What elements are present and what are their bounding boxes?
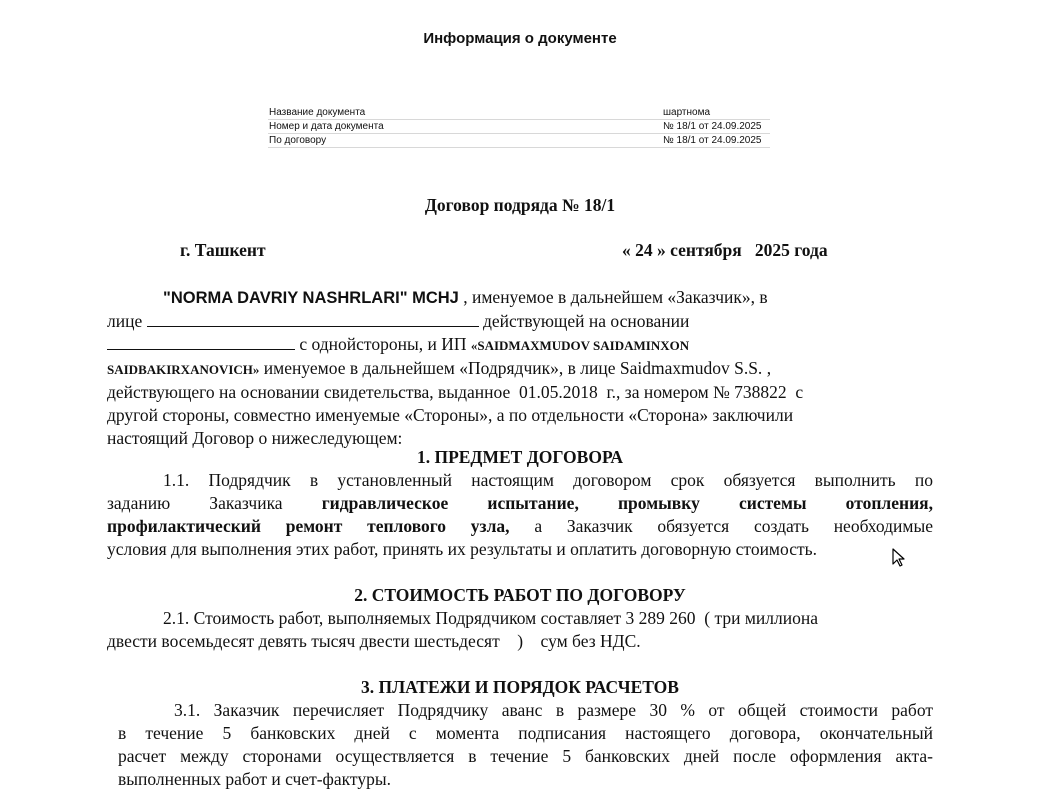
contract-date: « 24 » сентября 2025 года bbox=[622, 240, 828, 260]
section-3-line: расчет между сторонами осуществляется в течение 5 банковских дней после оформления акта- bbox=[118, 746, 933, 766]
table-row bbox=[268, 106, 770, 120]
preamble-text: , именуемое в дальнейшем «Заказчик», в bbox=[463, 287, 768, 307]
preamble-line bbox=[107, 333, 933, 357]
section-2-body bbox=[107, 607, 933, 653]
section-1-line: условия для выполнения этих работ, принять их результаты и оплатить договорную стоимость. bbox=[107, 539, 817, 559]
info-title: Информация о документе bbox=[423, 30, 617, 47]
preamble-text: именуемое в дальнейшем «Подрядчик», в лице bbox=[263, 358, 616, 378]
preamble bbox=[107, 286, 933, 450]
preamble-line bbox=[107, 286, 933, 310]
preamble-line: другой стороны, совместно именуемые «Стороны», а по отдельности «Сторона» заключили bbox=[107, 405, 794, 425]
contract-city: г. Ташкент bbox=[180, 240, 266, 260]
table-row bbox=[268, 120, 770, 134]
section-2-line: 2.1. Стоимость работ, выполняемых Подрядчиком составляет 3 289 260 ( три миллиона bbox=[163, 608, 818, 628]
document-info-table bbox=[268, 106, 770, 148]
signatory-blank bbox=[147, 310, 479, 327]
section-2-title: 2. СТОИМОСТЬ РАБОТ ПО ДОГОВОРУ bbox=[354, 585, 686, 605]
section-3-line: в течение 5 банковских дней с момента подписания настоящего договора, окончательный bbox=[118, 723, 933, 743]
info-value: № 18/1 от 24.09.2025 bbox=[662, 120, 770, 134]
section-1-line bbox=[107, 492, 933, 515]
section-1-body bbox=[107, 469, 933, 561]
preamble-text: , bbox=[766, 358, 772, 378]
table-row bbox=[268, 134, 770, 148]
section-1-title: 1. ПРЕДМЕТ ДОГОВОРА bbox=[416, 447, 624, 467]
customer-name: "NORMA DAVRIY NASHRLARI" MCHJ bbox=[163, 289, 459, 307]
contractor-name-cont: SAIDBAKIRXANOVICH» bbox=[107, 362, 260, 377]
contract-title: Договор подряда № 18/1 bbox=[424, 195, 616, 215]
section-1-line: 1.1. Подрядчик в установленный настоящим договором срок обязуется выполнить по bbox=[163, 470, 933, 490]
section-3-line: выполненных работ и счет-фактуры. bbox=[118, 769, 391, 789]
section-2-line: двести восемьдесят девять тысяч двести шестьдесят ) сум без НДС. bbox=[107, 631, 641, 651]
section-3-line: 3.1. Заказчик перечисляет Подрядчику аванс в размере 30 % от общей стоимости работ bbox=[174, 700, 933, 720]
work-description: гидравлическое испытание, промывку системы отопления, bbox=[321, 493, 933, 513]
representative-name: Saidmaxmudov S.S. bbox=[619, 358, 763, 378]
basis-blank bbox=[107, 333, 295, 350]
preamble-line: настоящий Договор о нижеследующем: bbox=[107, 428, 403, 448]
section-text: заданию Заказчика bbox=[107, 493, 283, 513]
section-3-body bbox=[118, 699, 933, 791]
info-value: шартнома bbox=[662, 106, 770, 120]
preamble-line: действующего на основании свидетельства, выданное 01.05.2018 г., за номером № 738822 с bbox=[107, 382, 804, 402]
preamble-line bbox=[107, 310, 933, 333]
section-text: а Заказчик обязуется создать необходимые bbox=[534, 516, 934, 536]
preamble-text: с однойстороны, и ИП bbox=[299, 334, 467, 354]
info-value: № 18/1 от 24.09.2025 bbox=[662, 134, 770, 148]
info-label: По договору bbox=[268, 134, 662, 148]
work-description: профилактический ремонт теплового узла, bbox=[107, 516, 510, 536]
preamble-text: действующей на основании bbox=[482, 311, 690, 331]
section-1-line bbox=[107, 515, 933, 538]
info-label: Номер и дата документа bbox=[268, 120, 662, 134]
contractor-name: «SAIDMAXMUDOV SAIDAMINXON bbox=[470, 338, 690, 353]
preamble-line bbox=[107, 357, 933, 381]
info-label: Название документа bbox=[268, 106, 662, 120]
preamble-text: лице bbox=[107, 311, 143, 331]
section-3-title: 3. ПЛАТЕЖИ И ПОРЯДОК РАСЧЕТОВ bbox=[361, 677, 679, 697]
mouse-cursor-icon bbox=[892, 548, 906, 568]
